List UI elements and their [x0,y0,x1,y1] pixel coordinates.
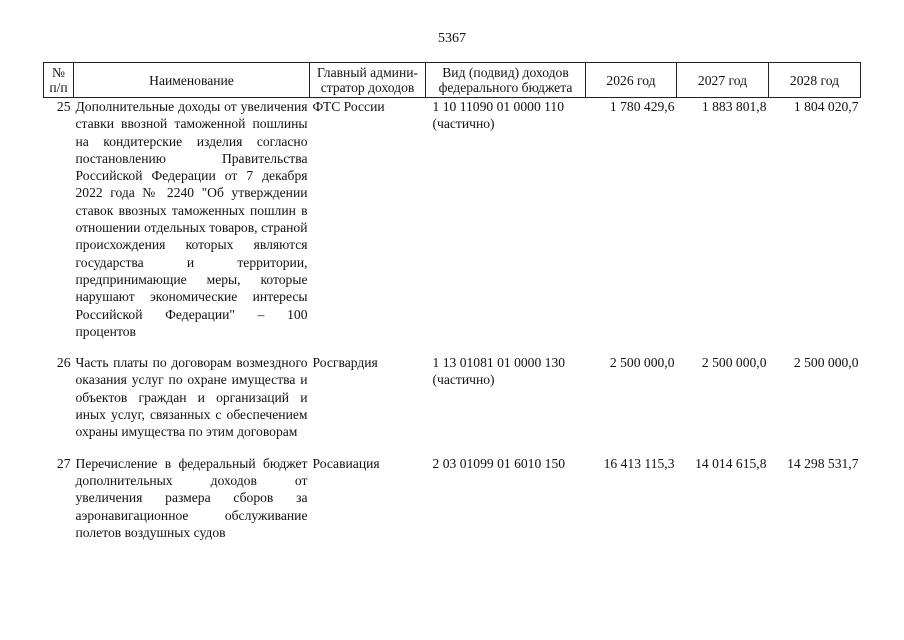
row-name: Перечисление в федеральный бюджет дополнительных доходов от увеличения размера сборов за аэронавигационное обслуживание полетов воздушных судов [75,455,308,540]
row-code: 2 03 01099 01 6010 150 [432,455,566,471]
row-value-2026: 1 780 429,6 [609,99,675,114]
row-num: 26 [56,355,71,371]
table-header-row [44,63,861,98]
row-value-2028: 2 500 000,0 [793,355,859,371]
row-value-2026: 16 413 115,3 [603,455,675,471]
table-row [44,455,861,555]
row-name: Дополнительные доходы от увеличения ставки ввозной таможенной пошлины на кондитерские изделия согласно постановлению Правительства Российской Федерации от 7 декабря 2022 года № 2240 "Об утверждении ставок ввозных таможенных пошлин в отношении отдельных товаров, страной происхождения которых являются государства и территории, предпринимающие меры, которые нарушают экономические интересы Российской Федерации" – 100 процентов [75,99,308,339]
header-name: Наименование [74,63,310,98]
row-admin: Росавиация [312,455,380,471]
table-row [44,354,861,454]
header-year-2028: 2028 год [769,63,861,98]
page-number: 5367 [438,31,466,46]
row-code: 1 13 01081 01 0000 130 (частично) [432,355,566,388]
header-year-2026: 2026 год [586,63,677,98]
header-num: № п/п [44,63,74,98]
row-value-2028: 14 298 531,7 [787,455,859,471]
revenue-table [43,62,861,555]
header-year-2027: 2027 год [677,63,769,98]
row-name: Часть платы по договорам возмездного оказания услуг по охране имущества и объектов граждан и организаций и иных услуг, связанных с обеспечением охраны имущества по этим договорам [75,355,308,440]
row-value-2026: 2 500 000,0 [609,355,675,371]
row-num: 25 [56,99,71,114]
row-num: 27 [56,455,71,471]
row-value-2027: 14 014 615,8 [695,455,767,471]
row-admin: Росгвардия [312,355,378,371]
table-row [44,98,861,355]
header-code: Вид (подвид) доходов федерального бюджета [426,63,586,98]
row-value-2027: 1 883 801,8 [701,99,767,114]
row-admin: ФТС России [312,99,385,114]
row-value-2027: 2 500 000,0 [701,355,767,371]
header-admin: Главный админи-стратор доходов [310,63,426,98]
row-code: 1 10 11090 01 0000 110 (частично) [432,99,565,132]
row-value-2028: 1 804 020,7 [793,99,859,114]
